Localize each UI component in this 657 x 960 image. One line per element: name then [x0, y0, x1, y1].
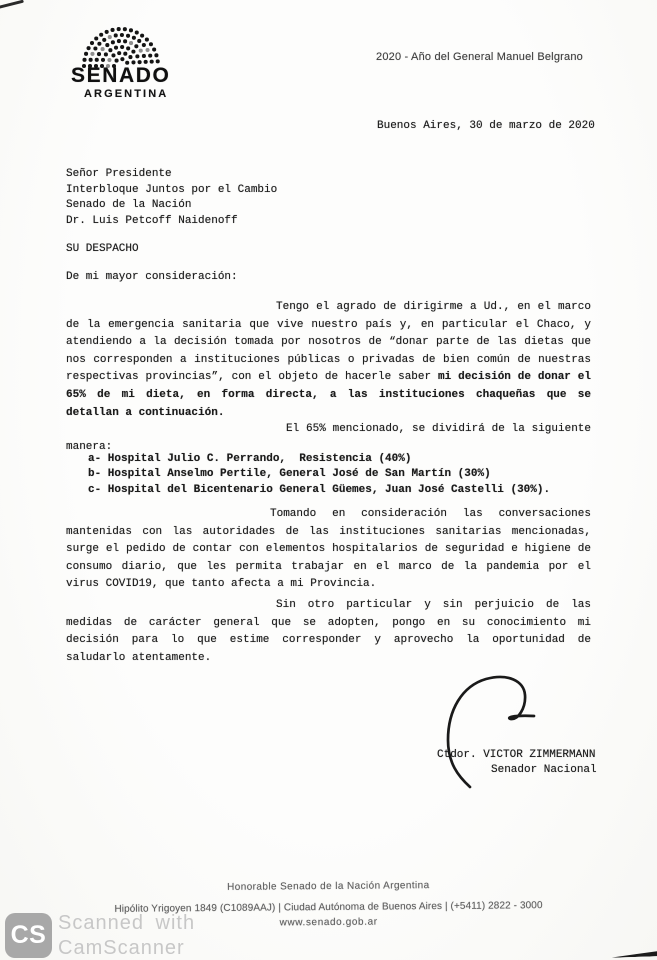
senate-arch-icon — [73, 18, 169, 70]
list-item-c: c- Hospital del Bicentenario General Güemes, Juan José Castelli (30%). — [88, 483, 551, 496]
camscanner-watermark — [58, 911, 195, 960]
scan-artifact-bottom-right — [612, 950, 657, 958]
despacho-line: SU DESPACHO — [66, 243, 139, 255]
scan-artifact-top-left — [0, 0, 24, 9]
recipient-block — [66, 167, 277, 230]
signer-name: Ctdor. VICTOR ZIMMERMANN — [437, 749, 596, 761]
dateline: Buenos Aires, 30 de marzo de 2020 — [377, 120, 595, 132]
logo-title: SENADO — [71, 64, 171, 87]
camscanner-watermark-line: CamScanner — [58, 937, 185, 959]
camscanner-badge-icon: CS — [5, 913, 52, 958]
footer-website: www.senado.gob.ar — [279, 916, 378, 929]
list-item-a: a- Hospital Julio C. Perrando, Resistencia (40%) — [88, 453, 412, 465]
recipient-line: Señor Presidente — [66, 168, 172, 180]
salutation-line: De mi mayor consideración: — [66, 271, 238, 283]
footer-institution: Honorable Senado de la Nación Argentina — [227, 880, 430, 893]
paragraph-2: El 65% mencionado, se dividirá de la siguiente manera: — [66, 423, 591, 453]
footer-address: Hipólito Yrigoyen 1849 (C1089AAJ) | Ciudad Autónoma de Buenos Aires | (+5411) 2822 - 3000 — [114, 900, 543, 915]
paragraph-4: Sin otro particular y sin perjuicio de las medidas de carácter general que se adopten, pongo en su conocimiento mi decisión para lo que estime corresponder y aprovecho la oportunidad de saludarlo atentamente. — [66, 599, 591, 664]
camscanner-watermark-line: Scanned with — [58, 912, 196, 934]
recipient-line: Interbloque Juntos por el Cambio — [66, 183, 278, 196]
year-motto: 2020 - Año del General Manuel Belgrano — [376, 51, 583, 63]
recipient-line: Senado de la Nación — [66, 199, 192, 212]
recipient-line: Dr. Luis Petcoff Naidenoff — [66, 215, 238, 228]
logo-subtitle: ARGENTINA — [84, 88, 169, 100]
list-item-b: b- Hospital Anselmo Pertile, General José de San Martín (30%) — [88, 468, 491, 481]
paragraph-1 — [66, 299, 591, 422]
hospital-list — [88, 452, 550, 498]
paragraph-1-normal: Tengo el agrado de dirigirme a Ud., en el marco de la emergencia sanitaria que vive nuestro país y, en particular el Chaco, y atendiendo a la decisión tomada por nosotros de “donar parte de las dietas que nos corresponden a instituciones públicas o privadas de bien común de nuestras respectivas provincias”, con el objeto de hacerle saber — [66, 301, 591, 384]
paragraph-3: Tomando en consideración las conversaciones mantenidas con las autoridades de las instituciones sanitarias mencionadas, surge el pedido de contar con elementos hospitalarios de seguridad e higiene de consumo diario, que les permita trabajar en el marco de la pandemia por el virus COVID19, que tanto afecta a mi Provincia. — [66, 508, 591, 591]
signer-role: Senador Nacional — [491, 764, 597, 776]
paragraph-1-bold: mi decisión de donar el 65% de mi dieta, en forma directa, a las instituciones chaqueñas que se detallan a continuación. — [66, 371, 591, 419]
